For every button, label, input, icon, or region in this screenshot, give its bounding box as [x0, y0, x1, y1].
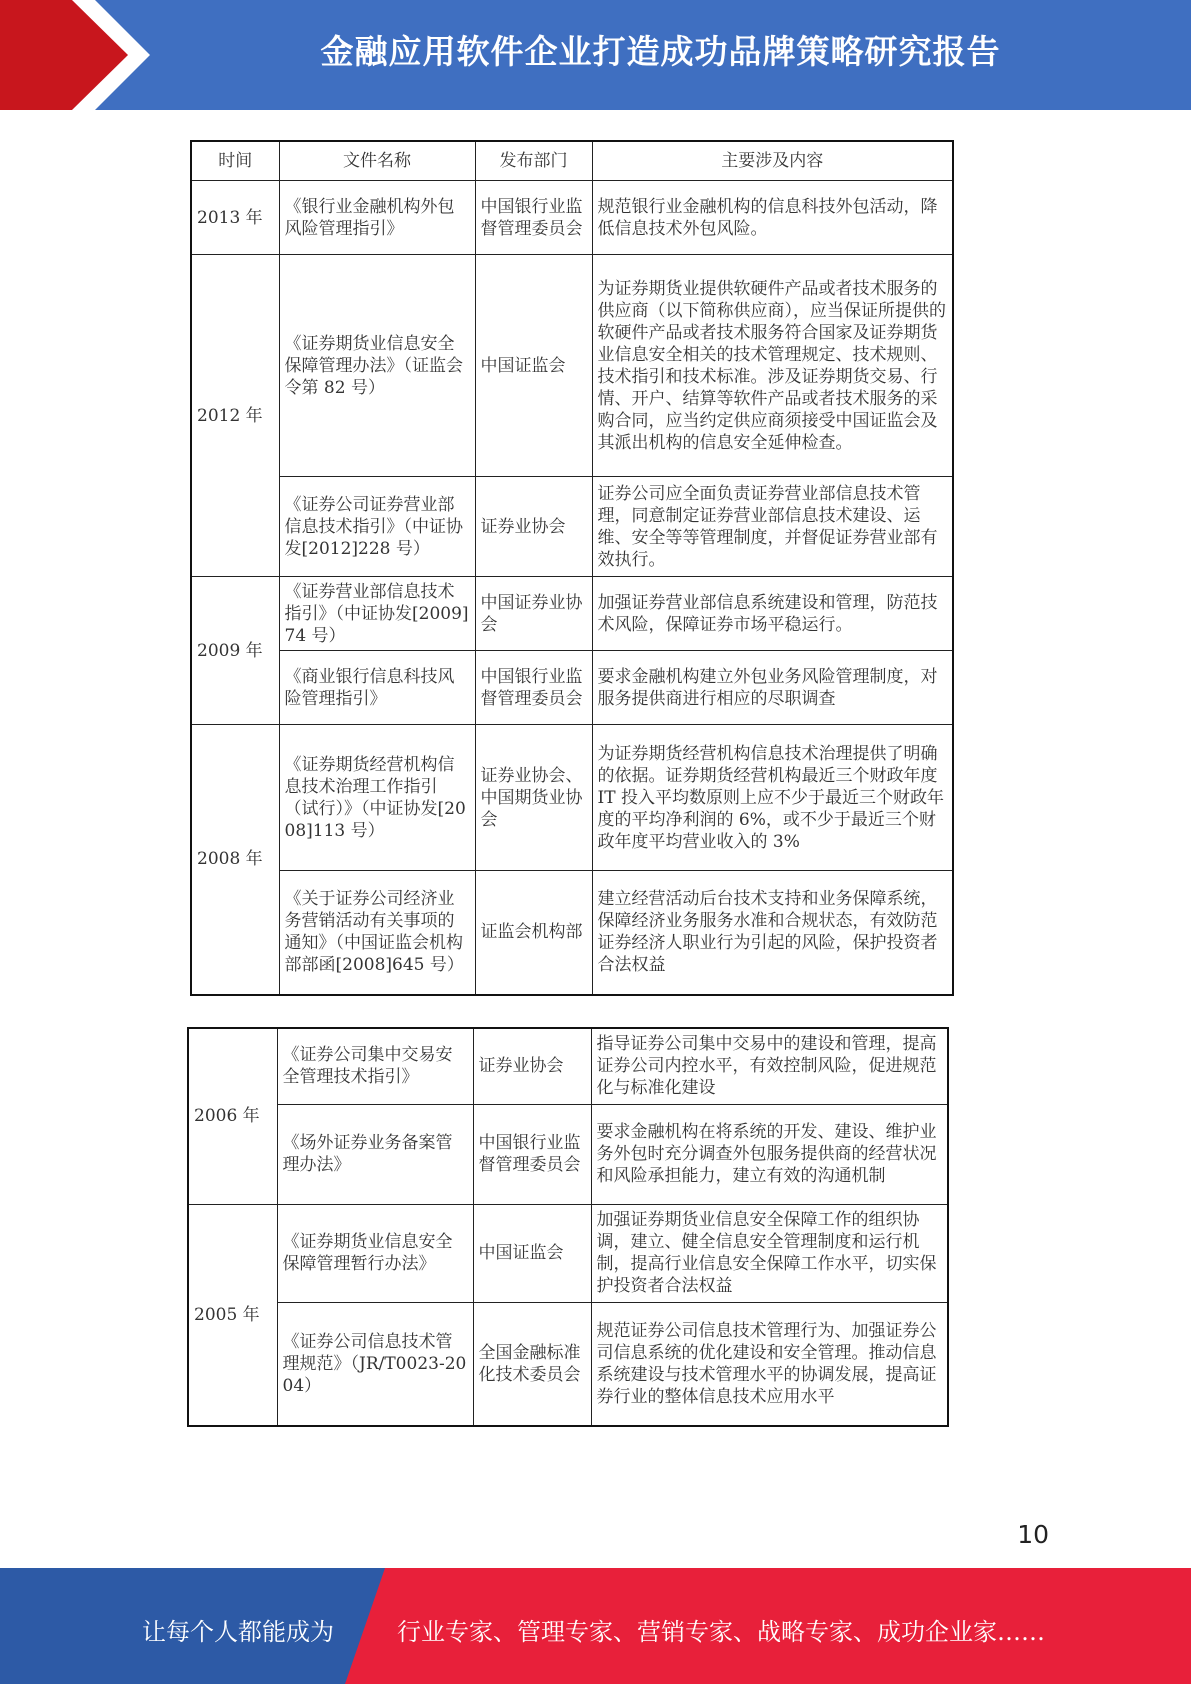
content-cell: 要求金融机构在将系统的开发、建设、维护业务外包时充分调查外包服务提供商的经营状况和风险承担能力，建立有效的沟通机制: [591, 1104, 948, 1204]
page-number: 10: [1017, 1520, 1049, 1549]
regulation-table-1: [190, 140, 954, 996]
document-cell: 《证券公司信息技术管理规范》（JR/T0023-2004）: [277, 1302, 473, 1426]
document-cell: 《证券期货业信息安全保障管理暂行办法》: [277, 1204, 473, 1302]
year-cell: 2005 年: [188, 1204, 277, 1426]
table-row: [188, 1204, 948, 1302]
content-cell: 加强证券营业部信息系统建设和管理，防范技术风险，保障证券市场平稳运行。: [592, 577, 953, 651]
table-header-row: [191, 141, 953, 181]
document-cell: 《场外证券业务备案管理办法》: [277, 1104, 473, 1204]
department-cell: 全国金融标准化技术委员会: [473, 1302, 591, 1426]
table-row: [191, 477, 953, 577]
content-cell: 为证券期货业提供软硬件产品或者技术服务的供应商（以下简称供应商），应当保证所提供的软硬件产品或者技术服务符合国家及证券期货业信息安全相关的技术管理规定、技术规则、技术指引和技术标准。涉及证券期货交易、行情、开户、结算等软件产品或者技术服务的采购合同，应当约定供应商须接受中国证监会及其派出机构的信息安全延伸检查。: [592, 255, 953, 477]
department-cell: 中国银行业监督管理委员会: [475, 651, 592, 725]
year-cell: 2012 年: [191, 255, 279, 577]
year-cell: 2008 年: [191, 725, 279, 995]
content-cell: 建立经营活动后台技术支持和业务保障系统，保障经济业务服务水准和合规状态，有效防范证券经济人职业行为引起的风险，保护投资者合法权益: [592, 871, 953, 995]
year-cell: 2009 年: [191, 577, 279, 725]
table-row: [191, 255, 953, 477]
page-header: [0, 0, 1191, 110]
department-cell: 中国银行业监督管理委员会: [473, 1104, 591, 1204]
table-row: [191, 651, 953, 725]
department-cell: 中国银行业监督管理委员会: [475, 181, 592, 255]
department-cell: 中国证监会: [475, 255, 592, 477]
document-cell: 《商业银行信息科技风险管理指引》: [279, 651, 475, 725]
document-cell: 《证券期货经营机构信息技术治理工作指引（试行）》（中证协发[2008]113 号）: [279, 725, 475, 871]
content-cell: 规范银行业金融机构的信息科技外包活动，降低信息技术外包风险。: [592, 181, 953, 255]
department-cell: 证券业协会: [473, 1028, 591, 1104]
document-cell: 《证券营业部信息技术指引》（中证协发[2009]74 号）: [279, 577, 475, 651]
document-cell: 《证券期货业信息安全保障管理办法》（证监会令第 82 号）: [279, 255, 475, 477]
content-cell: 加强证券期货业信息安全保障工作的组织协调，建立、健全信息安全管理制度和运行机制，提高行业信息安全保障工作水平，切实保护投资者合法权益: [591, 1204, 948, 1302]
document-cell: 《银行业金融机构外包风险管理指引》: [279, 181, 475, 255]
department-cell: 中国证券业协会: [475, 577, 592, 651]
department-cell: 中国证监会: [473, 1204, 591, 1302]
table-row: [188, 1028, 948, 1104]
content-cell: 规范证券公司信息技术管理行为、加强证券公司信息系统的优化建设和安全管理。推动信息系统建设与技术管理水平的协调发展，提高证券行业的整体信息技术应用水平: [591, 1302, 948, 1426]
column-header-department: 发布部门: [475, 141, 592, 181]
page-title: 金融应用软件企业打造成功品牌策略研究报告: [320, 32, 1001, 71]
regulation-table-2: [187, 1027, 949, 1427]
column-header-content: 主要涉及内容: [592, 141, 953, 181]
document-cell: 《关于证券公司经济业务营销活动有关事项的通知》（中国证监会机构部部函[2008]645 号）: [279, 871, 475, 995]
department-cell: 证监会机构部: [475, 871, 592, 995]
chevron-arrow-icon: [0, 0, 160, 110]
document-cell: 《证券公司集中交易安全管理技术指引》: [277, 1028, 473, 1104]
table-row: [188, 1302, 948, 1426]
page-footer: [0, 1568, 1191, 1684]
content-cell: 证券公司应全面负责证券营业部信息技术管理，同意制定证券营业部信息技术建设、运维、安全等等管理制度，并督促证券营业部有效执行。: [592, 477, 953, 577]
footer-slogan-right: 行业专家、管理专家、营销专家、战略专家、成功企业家……: [397, 1618, 1045, 1646]
content-cell: 为证券期货经营机构信息技术治理提供了明确的依据。证券期货经营机构最近三个财政年度 IT 投入平均数原则上应不少于最近三个财政年度的平均净利润的 6%，或不少于最近三个财政年度平均营业收入的 3%: [592, 725, 953, 871]
table-row: [191, 725, 953, 871]
content-cell: 要求金融机构建立外包业务风险管理制度，对服务提供商进行相应的尽职调查: [592, 651, 953, 725]
table-row: [191, 871, 953, 995]
content-cell: 指导证券公司集中交易中的建设和管理，提高证券公司内控水平，有效控制风险，促进规范化与标准化建设: [591, 1028, 948, 1104]
department-cell: 证券业协会、中国期货业协会: [475, 725, 592, 871]
year-cell: 2006 年: [188, 1028, 277, 1204]
table-row: [191, 181, 953, 255]
column-header-document: 文件名称: [279, 141, 475, 181]
department-cell: 证券业协会: [475, 477, 592, 577]
document-cell: 《证券公司证券营业部信息技术指引》（中证协发[2012]228 号）: [279, 477, 475, 577]
year-cell: 2013 年: [191, 181, 279, 255]
column-header-time: 时间: [191, 141, 279, 181]
table-row: [188, 1104, 948, 1204]
table-row: [191, 577, 953, 651]
footer-slogan-left: 让每个人都能成为: [142, 1618, 334, 1646]
